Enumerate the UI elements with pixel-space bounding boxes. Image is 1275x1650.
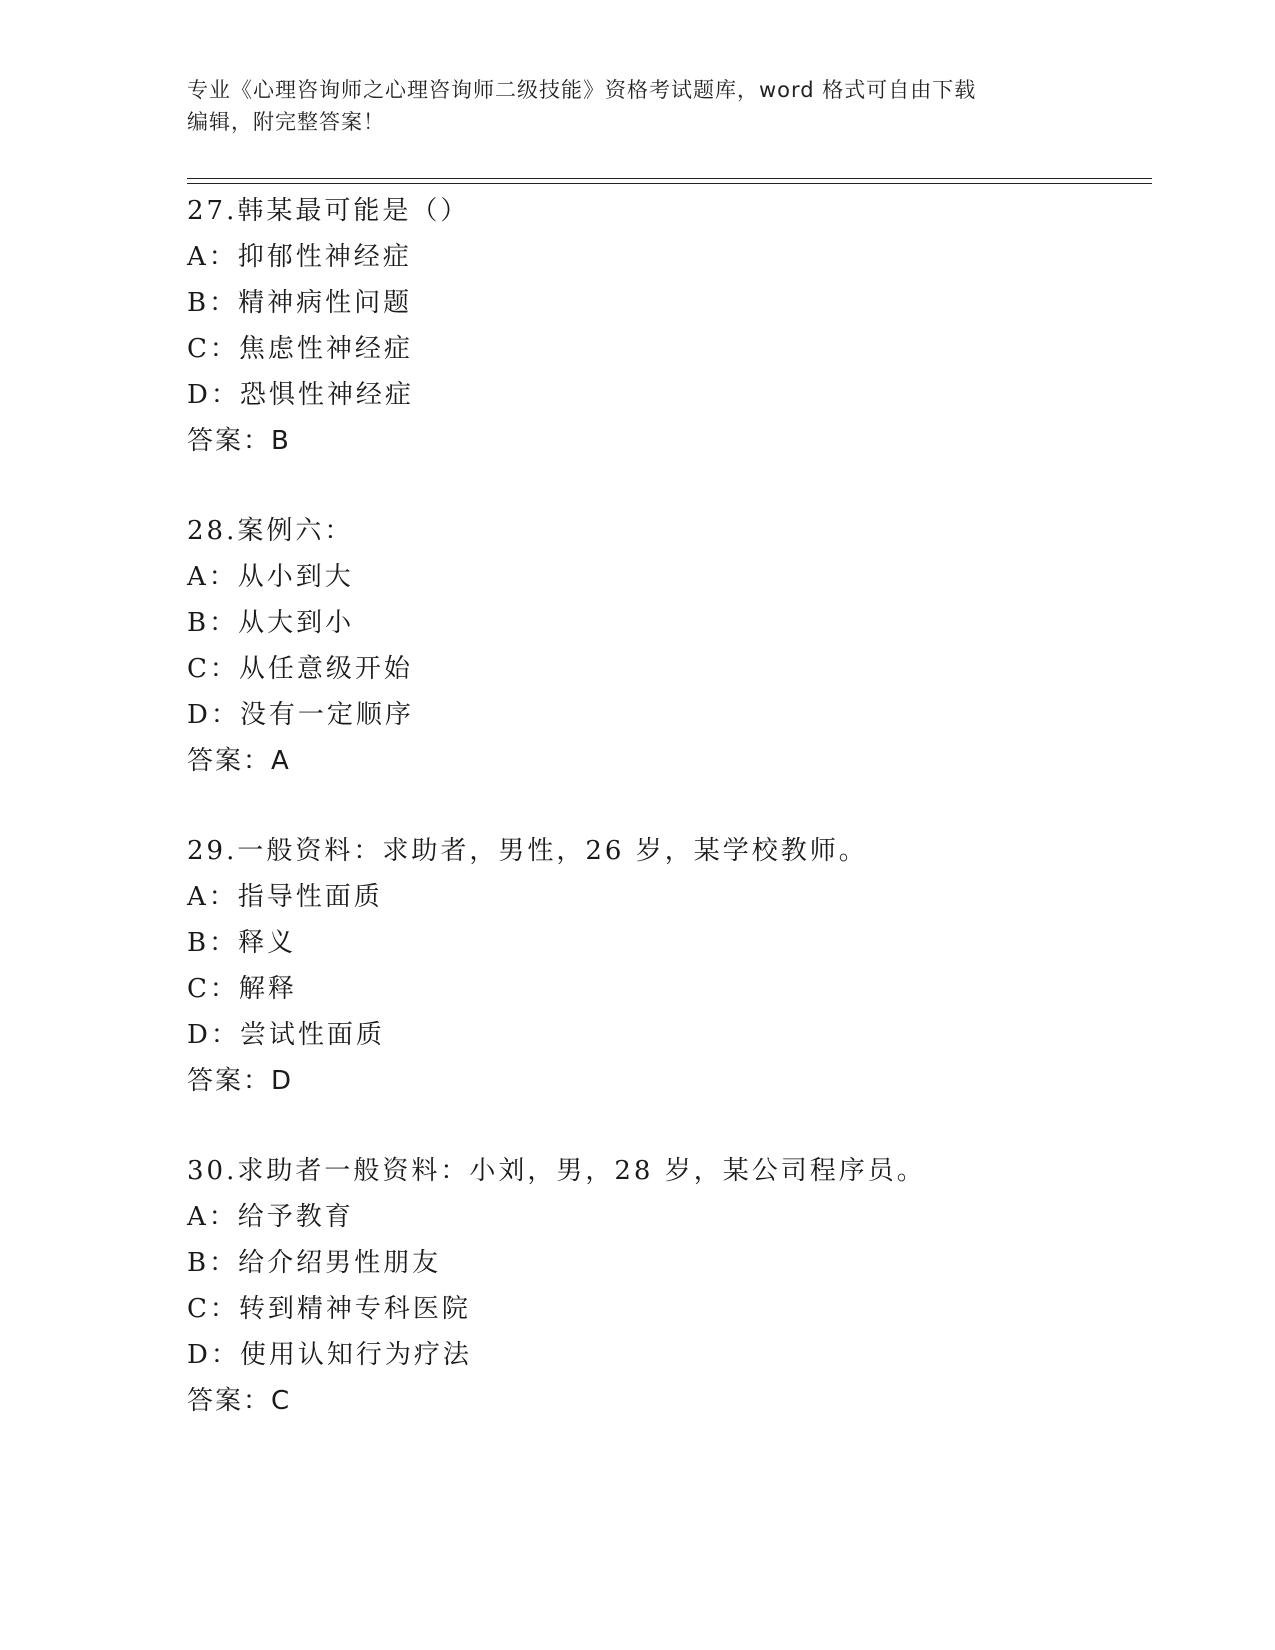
answer-line: 答案：D — [187, 1066, 294, 1096]
option-a: A：给予教育 — [187, 1202, 354, 1232]
option-b: B：释义 — [187, 928, 297, 958]
question-stem: 28.案例六： — [187, 516, 354, 546]
answer-line: 答案：C — [187, 1386, 292, 1416]
option-c: C：焦虑性神经症 — [187, 334, 413, 364]
question-stem: 29.一般资料：求助者，男性，26 岁，某学校教师。 — [187, 836, 868, 866]
option-b: B：给介绍男性朋友 — [187, 1248, 442, 1278]
header-divider-top — [187, 178, 1152, 179]
header-line-2: 编辑，附完整答案！ — [187, 110, 385, 134]
option-a: A：从小到大 — [187, 562, 354, 592]
option-c: C：解释 — [187, 974, 297, 1004]
option-c: C：从任意级开始 — [187, 654, 413, 684]
option-b: B：从大到小 — [187, 608, 355, 638]
option-a: A：抑郁性神经症 — [187, 242, 412, 272]
question-27 — [187, 188, 1152, 464]
header-divider-bottom — [187, 183, 1152, 184]
option-d: D：没有一定顺序 — [187, 700, 414, 730]
option-a: A：指导性面质 — [187, 882, 383, 912]
header-line-1: 专业《心理咨询师之心理咨询师二级技能》资格考试题库，word 格式可自由下载 — [187, 78, 977, 102]
question-28 — [187, 508, 1152, 784]
answer-line: 答案：B — [187, 426, 291, 456]
question-29 — [187, 828, 1152, 1104]
option-d: D：尝试性面质 — [187, 1020, 385, 1050]
option-c: C：转到精神专科医院 — [187, 1294, 471, 1324]
question-30 — [187, 1148, 1152, 1424]
question-stem: 27.韩某最可能是（） — [187, 196, 470, 226]
option-d: D：恐惧性神经症 — [187, 380, 414, 410]
answer-line: 答案：A — [187, 746, 291, 776]
question-stem: 30.求助者一般资料：小刘，男，28 岁，某公司程序员。 — [187, 1156, 926, 1186]
option-d: D：使用认知行为疗法 — [187, 1340, 472, 1370]
document-header — [187, 74, 1067, 138]
option-b: B：精神病性问题 — [187, 288, 413, 318]
